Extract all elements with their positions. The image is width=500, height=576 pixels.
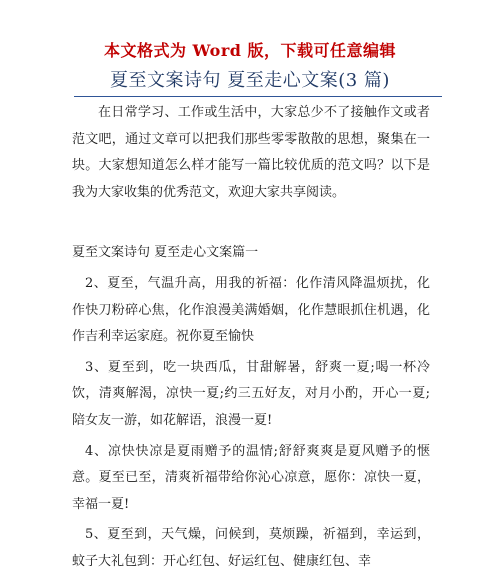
paragraph-gap [72,206,430,240]
list-item: 2、夏至，气温升高，用我的祈福：化作清风降温烦扰，化作快刀粉碎心焦，化作浪漫美满婚姻，化作慧眼抓住机遇，化作吉利幸运家庭。祝你夏至愉快 [72,275,430,345]
list-item: 3、夏至到，吃一块西瓜，甘甜解暑，舒爽一夏;喝一杯冷饮，清爽解渴，凉快一夏;约三五好友，对月小酌，开心一夏;陪女友一游，如花解语，浪漫一夏! [72,359,430,428]
title-divider [74,96,442,97]
format-banner: 本文格式为 Word 版，下载可任意编辑 [103,41,397,60]
list-item: 5、夏至到，天气燥，问候到，莫烦躁，祈福到，幸运到，蚊子大礼包到：开心红包、好运红包、健康红包、幸 [72,527,430,569]
document-body [72,100,430,576]
intro-paragraph: 在日常学习、工作或生活中，大家总少不了接触作文或者范文吧，通过文章可以把我们那些零零散散的思想，聚集在一块。大家想知道怎么样才能写一篇比较优质的范文吗？以下是我为大家收集的优秀范文，欢迎大家共享阅读。 [72,105,430,200]
document-title: 夏至文案诗句 夏至走心文案(3 篇) [110,70,390,91]
section-heading: 夏至文案诗句 夏至走心文案篇一 [72,245,259,261]
list-item: 4、凉快快凉是夏雨赠予的温情;舒舒爽爽是夏风赠予的惬意。夏至已至，清爽祈福带给你沁心凉意，愿你：凉快一夏，幸福一夏! [72,443,430,512]
